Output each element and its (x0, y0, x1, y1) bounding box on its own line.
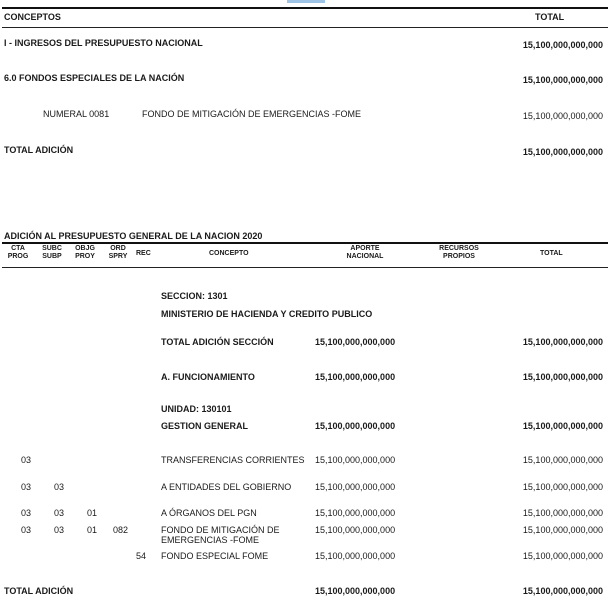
header-concepto: CONCEPTO (209, 250, 249, 257)
funcionamiento-label: A. FUNCIONAMIENTO (161, 372, 255, 382)
header-ord: ORD (110, 245, 126, 252)
gestion-aporte: 15,100,000,000,000 (315, 421, 396, 431)
section-ministerio: MINISTERIO DE HACIENDA Y CREDITO PUBLICO (161, 309, 373, 319)
header-proy: PROY (75, 253, 95, 260)
row-2-subc: 03 (54, 508, 65, 518)
bottom-table-rule-top (2, 242, 608, 244)
header-nacional: NACIONAL (346, 253, 384, 260)
section-total-label: TOTAL ADICIÓN SECCIÓN (161, 337, 274, 347)
row-3-ord: 082 (113, 525, 129, 535)
header-aporte-nacional (330, 245, 400, 261)
row-3-cta: 03 (21, 525, 32, 535)
row-1-aporte: 15,100,000,000,000 (315, 482, 396, 492)
section-total-value: 15,100,000,000,000 (522, 337, 603, 347)
row-4-concept: FONDO ESPECIAL FOME (161, 551, 269, 561)
row-2-aporte: 15,100,000,000,000 (315, 508, 396, 518)
header-prog: PROG (7, 253, 29, 260)
top-row-numeral-code: NUMERAL 0081 (43, 109, 110, 119)
row-0-aporte: 15,100,000,000,000 (315, 455, 396, 465)
section-total-aporte: 15,100,000,000,000 (315, 337, 396, 347)
top-row-numeral-label: FONDO DE MITIGACIÓN DE EMERGENCIAS -FOME (142, 109, 362, 119)
row-2-cta: 03 (21, 508, 32, 518)
header-objg: OBJG (75, 245, 95, 252)
top-header-total: TOTAL (535, 12, 565, 22)
header-objg-proy (70, 245, 100, 261)
row-0-total: 15,100,000,000,000 (522, 455, 603, 465)
gestion-total: 15,100,000,000,000 (522, 421, 603, 431)
row-3-aporte: 15,100,000,000,000 (315, 525, 396, 535)
top-header-concepts: CONCEPTOS (4, 12, 61, 22)
row-0-cta: 03 (21, 455, 32, 465)
header-aporte: APORTE (350, 245, 380, 252)
header-subc-subp (37, 245, 67, 261)
bottom-total-value: 15,100,000,000,000 (522, 586, 603, 596)
bottom-table-rule-header (2, 267, 608, 268)
row-3-total: 15,100,000,000,000 (522, 525, 603, 535)
top-row-ingresos-label: I - INGRESOS DEL PRESUPUESTO NACIONAL (4, 38, 203, 48)
bottom-total-label: TOTAL ADICIÓN (4, 586, 74, 596)
row-3-concept: FONDO DE MITIGACIÓN DE EMERGENCIAS -FOME (161, 525, 280, 545)
row-4-rec: 54 (136, 551, 147, 561)
row-1-subc: 03 (54, 482, 65, 492)
row-1-total: 15,100,000,000,000 (522, 482, 603, 492)
bottom-total-aporte: 15,100,000,000,000 (315, 586, 396, 596)
header-rec: REC (136, 250, 151, 257)
top-row-numeral-total: 15,100,000,000,000 (522, 111, 603, 121)
row-2-total: 15,100,000,000,000 (522, 508, 603, 518)
header-spry: SPRY (108, 253, 128, 260)
top-row-fondos-total: 15,100,000,000,000 (522, 75, 603, 85)
header-propios: PROPIOS (443, 253, 475, 260)
row-1-concept: A ENTIDADES DEL GOBIERNO (161, 482, 292, 492)
top-row-fondos-label: 6.0 FONDOS ESPECIALES DE LA NACIÓN (4, 73, 185, 83)
row-2-concept: A ÓRGANOS DEL PGN (161, 508, 257, 518)
funcionamiento-aporte: 15,100,000,000,000 (315, 372, 396, 382)
section-code: SECCION: 1301 (161, 291, 228, 301)
top-table-rule-top (2, 7, 608, 9)
top-table-rule-header (2, 27, 608, 28)
row-3-objg: 01 (87, 525, 98, 535)
unidad-code: UNIDAD: 130101 (161, 404, 232, 414)
header-recursos: RECURSOS (439, 245, 479, 252)
header-total: TOTAL (540, 250, 563, 257)
header-recursos-propios (424, 245, 494, 261)
top-total-label: TOTAL ADICIÓN (4, 145, 74, 155)
row-2-objg: 01 (87, 508, 98, 518)
page-top-marker (287, 0, 325, 3)
row-0-concept: TRANSFERENCIAS CORRIENTES (161, 455, 305, 465)
gestion-label: GESTION GENERAL (161, 421, 249, 431)
row-4-aporte: 15,100,000,000,000 (315, 551, 396, 561)
top-row-ingresos-total: 15,100,000,000,000 (522, 40, 603, 50)
header-subp: SUBP (42, 253, 62, 260)
row-3-subc: 03 (54, 525, 65, 535)
header-ord-spry (103, 245, 133, 261)
funcionamiento-total: 15,100,000,000,000 (522, 372, 603, 382)
header-cta-prog (4, 245, 32, 261)
bottom-table-title: ADICIÓN AL PRESUPUESTO GENERAL DE LA NACION 2020 (4, 231, 263, 241)
row-1-cta: 03 (21, 482, 32, 492)
header-subc: SUBC (42, 245, 62, 252)
row-4-total: 15,100,000,000,000 (522, 551, 603, 561)
top-total-value: 15,100,000,000,000 (522, 147, 603, 157)
header-cta: CTA (11, 245, 25, 252)
